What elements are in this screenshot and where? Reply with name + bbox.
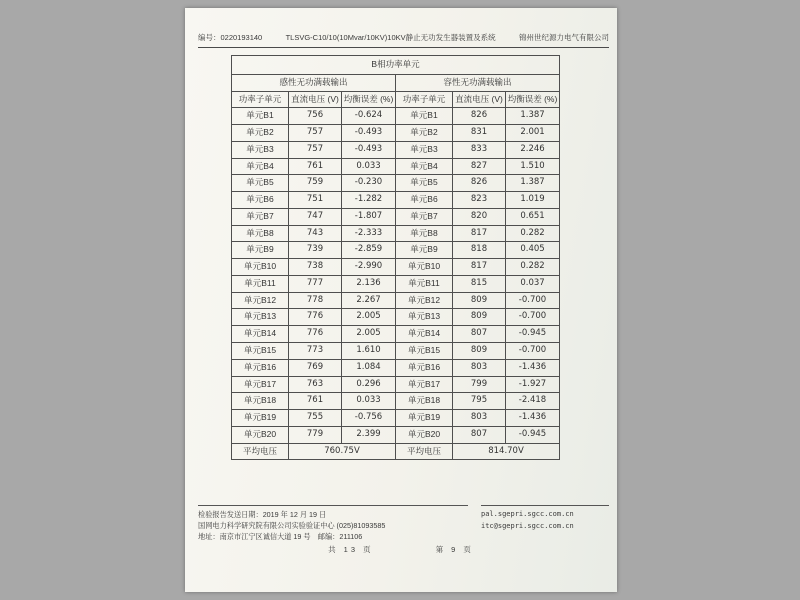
company-name: 锦州世纪源力电气有限公司: [519, 33, 609, 42]
average-row: [232, 443, 560, 460]
table-cell: 单元B8: [232, 225, 289, 242]
page-total: 共 13 页: [328, 545, 374, 554]
table-cell: 单元B17: [232, 376, 289, 393]
col-header-voltage-right: 直流电压 (V): [453, 91, 506, 108]
table-cell: -2.418: [506, 393, 560, 410]
table-cell: 2.136: [342, 275, 396, 292]
table-row: [232, 359, 560, 376]
table-row: [232, 292, 560, 309]
table-cell: -1.282: [342, 192, 396, 209]
table-cell: 0.282: [506, 259, 560, 276]
table-cell: 757: [289, 141, 342, 158]
table-row: [232, 259, 560, 276]
doc-title: TLSVG-C10/10(10Mvar/10KV)10KV静止无功发生器装置及系统: [285, 33, 496, 42]
table-cell: 803: [453, 359, 506, 376]
table-cell: 759: [289, 175, 342, 192]
table-cell: 单元B4: [396, 158, 453, 175]
table-cell: 单元B8: [396, 225, 453, 242]
table-row: [232, 125, 560, 142]
table-cell: 761: [289, 158, 342, 175]
table-cell: 818: [453, 242, 506, 259]
organization-address: 地址：南京市江宁区诚信大道 19 号 邮编：211106: [198, 532, 363, 542]
table-row: [232, 326, 560, 343]
table-cell: 809: [453, 343, 506, 360]
table-cell: 755: [289, 410, 342, 427]
page-current: 第 9 页: [435, 545, 474, 554]
table-title-row: [232, 56, 560, 75]
table-row: [232, 376, 560, 393]
table-cell: 单元B13: [232, 309, 289, 326]
footer-right-block: [481, 505, 609, 533]
table-cell: -0.230: [342, 175, 396, 192]
table-cell: 2.267: [342, 292, 396, 309]
table-cell: 2.246: [506, 141, 560, 158]
average-label-left: 平均电压: [232, 443, 289, 460]
table-cell: 单元B7: [232, 208, 289, 225]
table-cell: 单元B20: [396, 426, 453, 443]
table-cell: 单元B2: [396, 125, 453, 142]
table-cell: 单元B16: [232, 359, 289, 376]
table-cell: 1.019: [506, 192, 560, 209]
section-header-inductive: 感性无功满载输出: [232, 74, 396, 91]
table-cell: 单元B9: [396, 242, 453, 259]
table-cell: 0.296: [342, 376, 396, 393]
email-primary: pal.sgepri.sgcc.com.cn: [481, 510, 574, 518]
table-cell: 738: [289, 259, 342, 276]
table-row: [232, 393, 560, 410]
table-cell: 831: [453, 125, 506, 142]
table-cell: -1.807: [342, 208, 396, 225]
pagination: [185, 544, 617, 555]
column-header-row: [232, 91, 560, 108]
section-header-capacitive: 容性无功满载输出: [396, 74, 560, 91]
table-cell: 1.610: [342, 343, 396, 360]
table-cell: -2.333: [342, 225, 396, 242]
document-page: [185, 8, 617, 592]
table-cell: 0.282: [506, 225, 560, 242]
table-cell: 756: [289, 108, 342, 125]
table-cell: 1.084: [342, 359, 396, 376]
table-cell: 1.387: [506, 175, 560, 192]
issuing-organization: 国网电力科学研究院有限公司实验验证中心 (025)81093585: [198, 521, 386, 531]
table-cell: 单元B3: [232, 141, 289, 158]
table-row: [232, 275, 560, 292]
col-header-error-left: 均衡误差 (%): [342, 91, 396, 108]
table-row: [232, 225, 560, 242]
table-cell: 817: [453, 225, 506, 242]
table-cell: 0.405: [506, 242, 560, 259]
table-row: [232, 242, 560, 259]
table-cell: 0.033: [342, 393, 396, 410]
table-cell: 769: [289, 359, 342, 376]
table-cell: -1.927: [506, 376, 560, 393]
table-row: [232, 175, 560, 192]
document-footer: [198, 505, 609, 542]
table-cell: 单元B9: [232, 242, 289, 259]
table-cell: 2.005: [342, 326, 396, 343]
table-cell: 单元B11: [396, 275, 453, 292]
table-cell: 单元B17: [396, 376, 453, 393]
table-cell: 单元B1: [232, 108, 289, 125]
table-cell: 2.399: [342, 426, 396, 443]
table-cell: -0.493: [342, 141, 396, 158]
table-cell: 761: [289, 393, 342, 410]
table-cell: -0.700: [506, 309, 560, 326]
table-cell: -0.700: [506, 292, 560, 309]
table-cell: 739: [289, 242, 342, 259]
table-cell: 1.387: [506, 108, 560, 125]
table-cell: 单元B18: [396, 393, 453, 410]
table-cell: -1.436: [506, 410, 560, 427]
section-header-row: [232, 74, 560, 91]
table-cell: 776: [289, 326, 342, 343]
table-cell: -0.700: [506, 343, 560, 360]
table-cell: 776: [289, 309, 342, 326]
table-row: [232, 343, 560, 360]
table-cell: -0.493: [342, 125, 396, 142]
table-row: [232, 192, 560, 209]
table-cell: 单元B5: [232, 175, 289, 192]
table-cell: 795: [453, 393, 506, 410]
average-value-left: 760.75V: [289, 443, 396, 460]
table-cell: 807: [453, 326, 506, 343]
table-cell: 777: [289, 275, 342, 292]
table-cell: 2.001: [506, 125, 560, 142]
table-row: [232, 158, 560, 175]
document-header: [198, 32, 609, 48]
table-cell: 747: [289, 208, 342, 225]
table-cell: 799: [453, 376, 506, 393]
table-cell: -2.990: [342, 259, 396, 276]
table-cell: 807: [453, 426, 506, 443]
table-cell: 817: [453, 259, 506, 276]
unit-measurement-table: [231, 55, 560, 460]
table-title: B相功率单元: [232, 56, 560, 75]
table-cell: 751: [289, 192, 342, 209]
table-cell: 单元B16: [396, 359, 453, 376]
table-cell: 0.033: [342, 158, 396, 175]
table-cell: 单元B14: [396, 326, 453, 343]
table-cell: 826: [453, 108, 506, 125]
col-header-unit-right: 功率子单元: [396, 91, 453, 108]
table-cell: 743: [289, 225, 342, 242]
col-header-error-right: 均衡误差 (%): [506, 91, 560, 108]
table-cell: 单元B10: [232, 259, 289, 276]
table-cell: 单元B19: [396, 410, 453, 427]
table-cell: -0.624: [342, 108, 396, 125]
table-cell: 单元B2: [232, 125, 289, 142]
doc-number: 编号：0220193140: [198, 33, 263, 42]
table-cell: -0.945: [506, 326, 560, 343]
table-cell: 单元B10: [396, 259, 453, 276]
col-header-voltage-left: 直流电压 (V): [289, 91, 342, 108]
table-cell: 803: [453, 410, 506, 427]
table-cell: 单元B20: [232, 426, 289, 443]
table-row: [232, 141, 560, 158]
table-row: [232, 309, 560, 326]
table-cell: 单元B4: [232, 158, 289, 175]
table-cell: 1.510: [506, 158, 560, 175]
table-cell: 757: [289, 125, 342, 142]
table-cell: 单元B7: [396, 208, 453, 225]
table-cell: 815: [453, 275, 506, 292]
table-cell: 0.037: [506, 275, 560, 292]
table-cell: 0.651: [506, 208, 560, 225]
table-cell: 826: [453, 175, 506, 192]
table-cell: 单元B12: [232, 292, 289, 309]
col-header-unit-left: 功率子单元: [232, 91, 289, 108]
table-cell: 单元B6: [232, 192, 289, 209]
table-cell: 单元B13: [396, 309, 453, 326]
table-cell: -1.436: [506, 359, 560, 376]
email-secondary: itc@sgepri.sgcc.com.cn: [481, 521, 574, 530]
average-value-right: 814.70V: [453, 443, 560, 460]
table-cell: -2.859: [342, 242, 396, 259]
report-send-date: 检验报告发送日期：2019 年 12 月 19 日: [198, 510, 327, 519]
table-cell: 单元B1: [396, 108, 453, 125]
average-label-right: 平均电压: [396, 443, 453, 460]
table-cell: 778: [289, 292, 342, 309]
table-row: [232, 108, 560, 125]
footer-left-block: [198, 505, 468, 542]
table-cell: -0.756: [342, 410, 396, 427]
table-cell: 单元B5: [396, 175, 453, 192]
table-cell: 单元B14: [232, 326, 289, 343]
table-cell: 2.005: [342, 309, 396, 326]
table-cell: 820: [453, 208, 506, 225]
table-cell: 单元B15: [232, 343, 289, 360]
table-cell: 809: [453, 309, 506, 326]
table-row: [232, 426, 560, 443]
table-cell: 773: [289, 343, 342, 360]
table-row: [232, 208, 560, 225]
table-cell: 833: [453, 141, 506, 158]
table-cell: 单元B12: [396, 292, 453, 309]
table-cell: -0.945: [506, 426, 560, 443]
table-cell: 单元B11: [232, 275, 289, 292]
table-cell: 823: [453, 192, 506, 209]
table-cell: 779: [289, 426, 342, 443]
table-row: [232, 410, 560, 427]
table-cell: 单元B15: [396, 343, 453, 360]
table-cell: 827: [453, 158, 506, 175]
table-cell: 单元B3: [396, 141, 453, 158]
table-cell: 单元B18: [232, 393, 289, 410]
table-cell: 809: [453, 292, 506, 309]
table-cell: 763: [289, 376, 342, 393]
table-cell: 单元B6: [396, 192, 453, 209]
table-cell: 单元B19: [232, 410, 289, 427]
